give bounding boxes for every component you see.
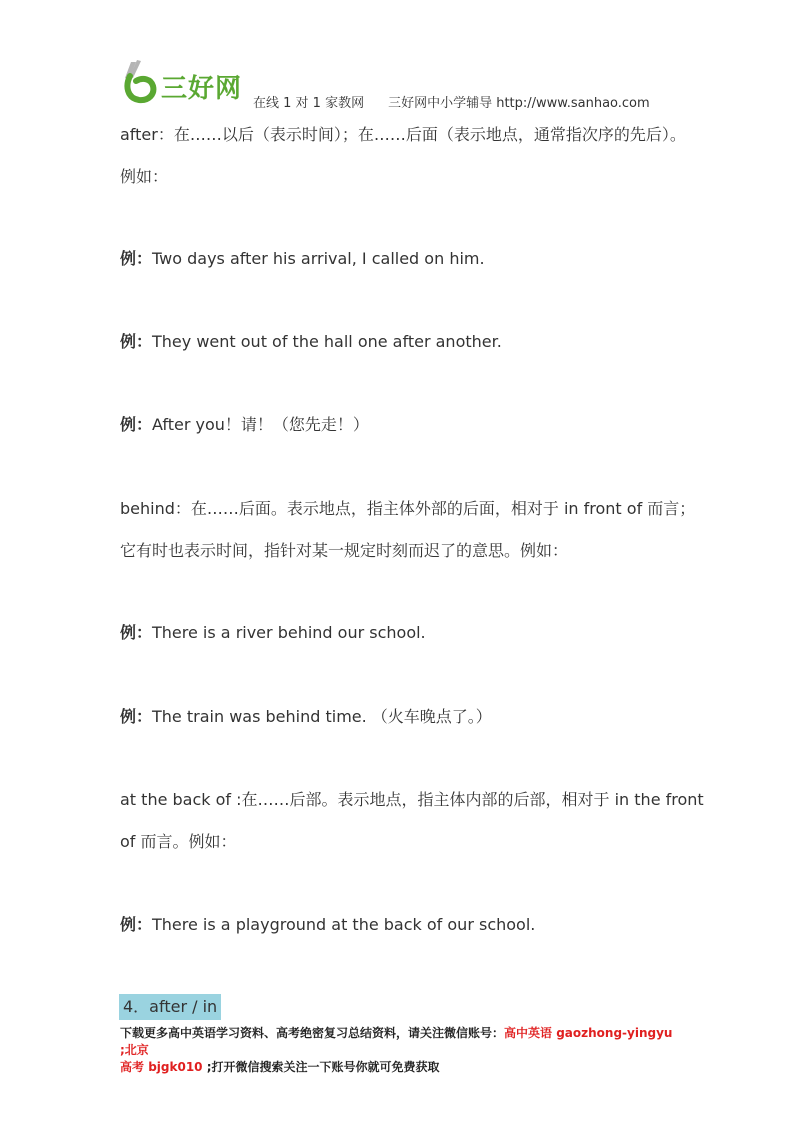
example-text: There is a river behind our school. <box>152 623 426 642</box>
back-definition-line2: of 而言。例如： <box>120 832 237 851</box>
example-label: 例： <box>120 623 153 642</box>
section-heading: 4．after / in <box>119 994 221 1020</box>
back-example-1 <box>120 915 535 935</box>
tagline-right[interactable]: 三好网中小学辅导 http://www.sanhao.com <box>388 96 650 111</box>
footer-highlight: 高中英语 <box>504 1026 553 1040</box>
after-example-2 <box>120 332 502 352</box>
behind-definition-line1: behind：在……后面。表示地点，指主体外部的后面，相对于 in front of 而言； <box>120 499 696 518</box>
after-example-intro: 例如： <box>120 167 169 186</box>
footer-account: gaozhong-yingyu <box>552 1026 673 1040</box>
example-text: Two days after his arrival, I called on him. <box>152 249 485 268</box>
footer-text: 下载更多高中英语学习资料、高考绝密复习总结资料，请关注微信账号： <box>120 1026 505 1040</box>
example-label: 例： <box>120 332 153 351</box>
example-label: 例： <box>120 249 153 268</box>
example-label: 例： <box>120 915 153 934</box>
header-tagline <box>253 92 650 111</box>
example-text: The train was behind time. （火车晚点了。） <box>152 707 492 726</box>
example-text: After you！请！（您先走！） <box>152 415 369 434</box>
example-label: 例： <box>120 415 153 434</box>
page-header <box>121 58 681 110</box>
footer-highlight: ;北京 <box>120 1043 149 1057</box>
back-definition-line1: at the back of :在……后部。表示地点，指主体内部的后部，相对于 in the front <box>120 790 704 809</box>
logo-mark-icon <box>121 58 165 106</box>
behind-example-2 <box>120 707 492 727</box>
behind-example-1 <box>120 623 426 643</box>
page-footer <box>120 1025 680 1076</box>
after-definition: after：在……以后（表示时间）；在……后面（表示地点，通常指次序的先后）。 <box>120 125 686 144</box>
footer-line-2 <box>120 1059 680 1076</box>
footer-line-1 <box>120 1025 680 1059</box>
tagline-left: 在线 1 对 1 家教网 <box>253 96 365 111</box>
example-text: They went out of the hall one after another. <box>152 332 502 351</box>
example-label: 例： <box>120 707 153 726</box>
after-example-3 <box>120 415 369 435</box>
behind-definition-line2: 它有时也表示时间，指针对某一规定时刻而迟了的意思。例如： <box>120 541 569 560</box>
footer-text: ;打开微信搜索关注一下账号你就可免费获取 <box>202 1060 440 1074</box>
footer-highlight: 高考 <box>120 1060 145 1074</box>
footer-account: bjgk010 <box>144 1060 203 1074</box>
example-text: There is a playground at the back of our school. <box>152 915 536 934</box>
logo-text: 三好网 <box>161 74 243 104</box>
after-example-1 <box>120 249 485 269</box>
sanhao-logo <box>121 58 251 106</box>
